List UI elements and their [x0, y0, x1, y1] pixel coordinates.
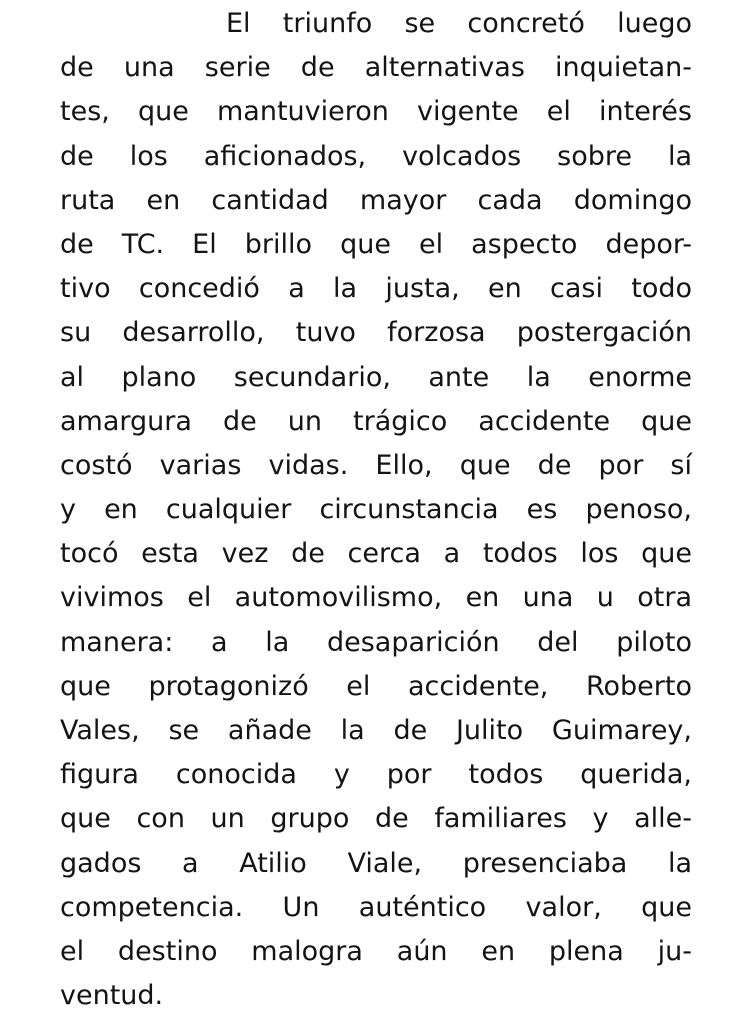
text-line-6: de TC. El brillo que el aspecto depor-	[60, 228, 692, 260]
text-line-4: de los aficionados, volcados sobre la	[60, 140, 692, 172]
text-line-23: ventud.	[60, 980, 164, 1012]
text-line-14: vivimos el automovilismo, en una u otra	[60, 582, 692, 614]
text-line-10: amargura de un trágico accidente que	[60, 405, 692, 437]
text-line-22: el destino malogra aún en plena ju-	[60, 935, 692, 967]
text-line-8: su desarrollo, tuvo forzosa postergación	[60, 317, 692, 349]
text-line-3: tes, que mantuvieron vigente el interés	[60, 96, 692, 128]
text-line-2: de una serie de alternativas inquietan-	[60, 52, 692, 84]
text-line-13: tocó esta vez de cerca a todos los que	[60, 538, 692, 570]
text-line-18: figura conocida y por todos querida,	[60, 759, 692, 791]
text-line-12: y en cualquier circunstancia es penoso,	[60, 494, 692, 526]
article-paragraph	[60, 2, 692, 1018]
text-line-21: competencia. Un auténtico valor, que	[60, 891, 692, 923]
text-line-16: que protagonizó el accidente, Roberto	[60, 670, 692, 702]
text-line-19: que con un grupo de familiares y alle-	[60, 803, 692, 835]
text-line-11: costó varias vidas. Ello, que de por sí	[60, 449, 692, 481]
text-line-20: gados a Atilio Viale, presenciaba la	[60, 847, 692, 879]
text-line-7: tivo concedió a la justa, en casi todo	[60, 273, 692, 305]
text-line-9: al plano secundario, ante la enorme	[60, 361, 692, 393]
text-line-17: Vales, se añade la de Julito Guimarey,	[60, 715, 692, 746]
text-line-15: manera: a la desaparición del piloto	[60, 626, 692, 658]
text-line-1: El triunfo se concretó luego	[226, 8, 692, 39]
text-line-5: ruta en cantidad mayor cada domingo	[60, 184, 692, 216]
